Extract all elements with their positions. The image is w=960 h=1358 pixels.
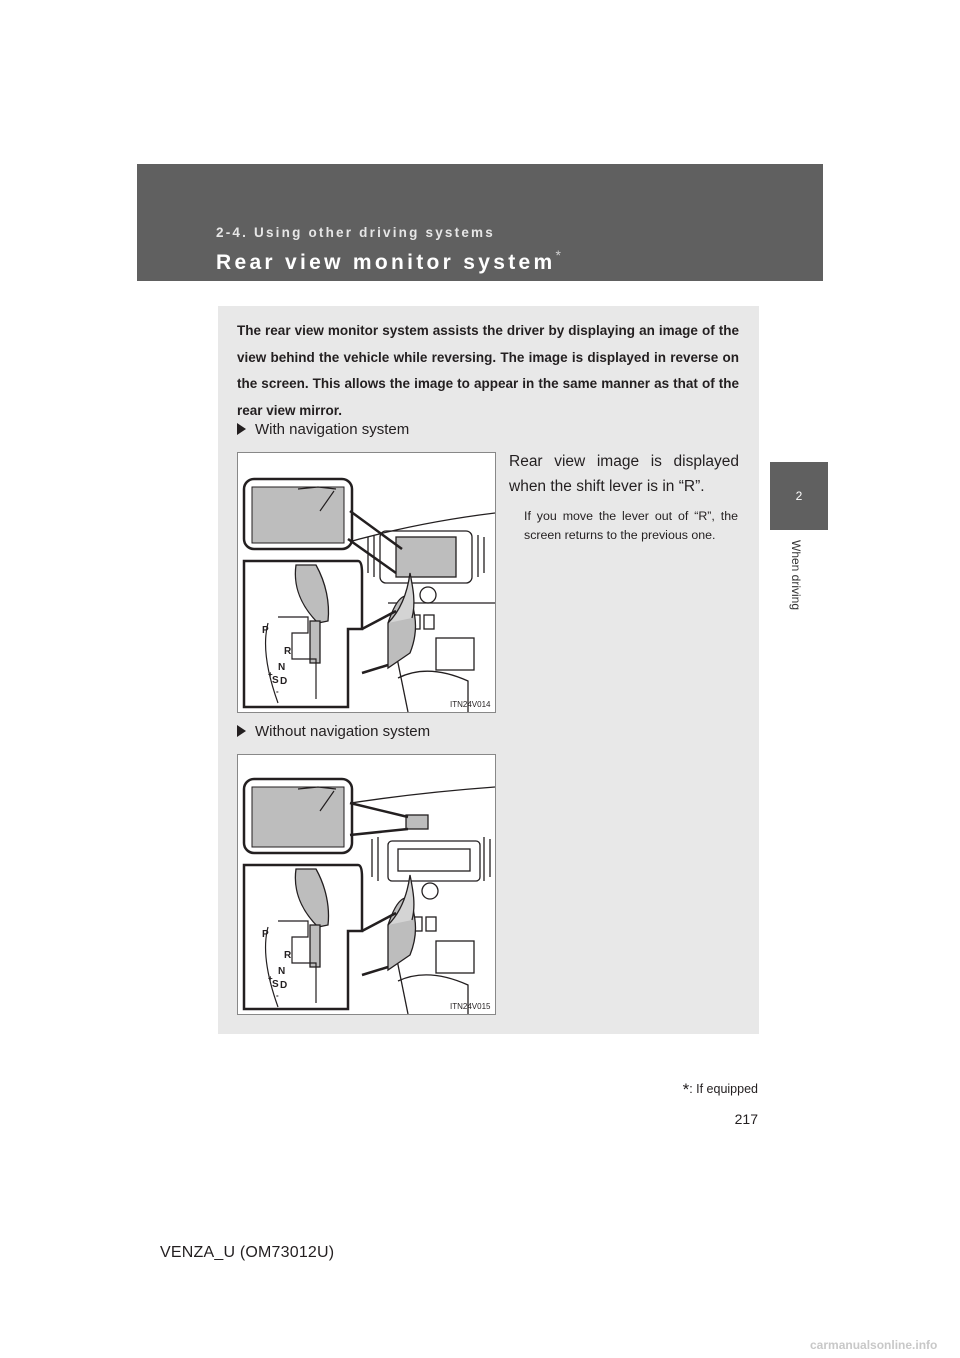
page-title [216,247,561,275]
gear-label-minus: - [276,687,279,696]
gear-label-d: D [280,980,288,991]
gear-label-s: S [272,675,279,686]
footnote-mark: * [682,1080,690,1099]
without-nav-heading-text: Without navigation system [255,723,431,740]
intro-paragraph: The rear view monitor system assists the driver by displaying an image of the view behind the vehicle while reversing. The image is displayed in reverse on the screen. This allows the image to appear in the same manner as that of the rear view mirror. [237,323,739,418]
watermark: carmanualsonline.info [810,1338,938,1352]
gear-label-n: N [278,966,286,977]
chapter-tab-label [752,540,842,620]
gear-label-s: S [272,979,279,990]
chapter-label-text: When driving [789,540,803,611]
without-nav-heading [237,723,430,740]
gear-label-plus: + [268,974,273,983]
with-nav-description: Rear view image is displayed when the shift lever is in “R”. [509,453,739,495]
bullet-arrow-icon [237,423,246,435]
figure-code: ITN24V015 [450,1002,491,1011]
figure-with-navigation [237,452,496,713]
with-nav-heading-text: With navigation system [255,421,410,438]
page-number: 217 [734,1111,758,1127]
gear-label-plus: + [268,670,273,679]
section-heading: 2-4. Using other driving systems [216,225,495,240]
footnote [600,1080,758,1100]
with-nav-heading [237,421,409,438]
gear-label-p: P [262,929,269,940]
figure-without-navigation [237,754,496,1015]
gear-label-minus: - [276,991,279,1000]
gear-label-r: R [284,950,292,961]
bullet-arrow-icon [237,725,246,737]
figure-code: ITN24V014 [450,700,491,709]
model-code: VENZA_U (OM73012U) [160,1244,335,1261]
gear-label-d: D [280,676,288,687]
with-nav-note: If you move the lever out of “R”, the screen returns to the previous one. [524,509,738,542]
gear-label-p: P [262,625,269,636]
footnote-text: : If equipped [689,1082,758,1096]
gear-label-r: R [284,646,292,657]
gear-label-n: N [278,662,286,673]
title-asterisk: * [555,247,561,263]
title-text: Rear view monitor system [216,251,556,274]
chapter-tab-number[interactable]: 2 [770,462,828,530]
